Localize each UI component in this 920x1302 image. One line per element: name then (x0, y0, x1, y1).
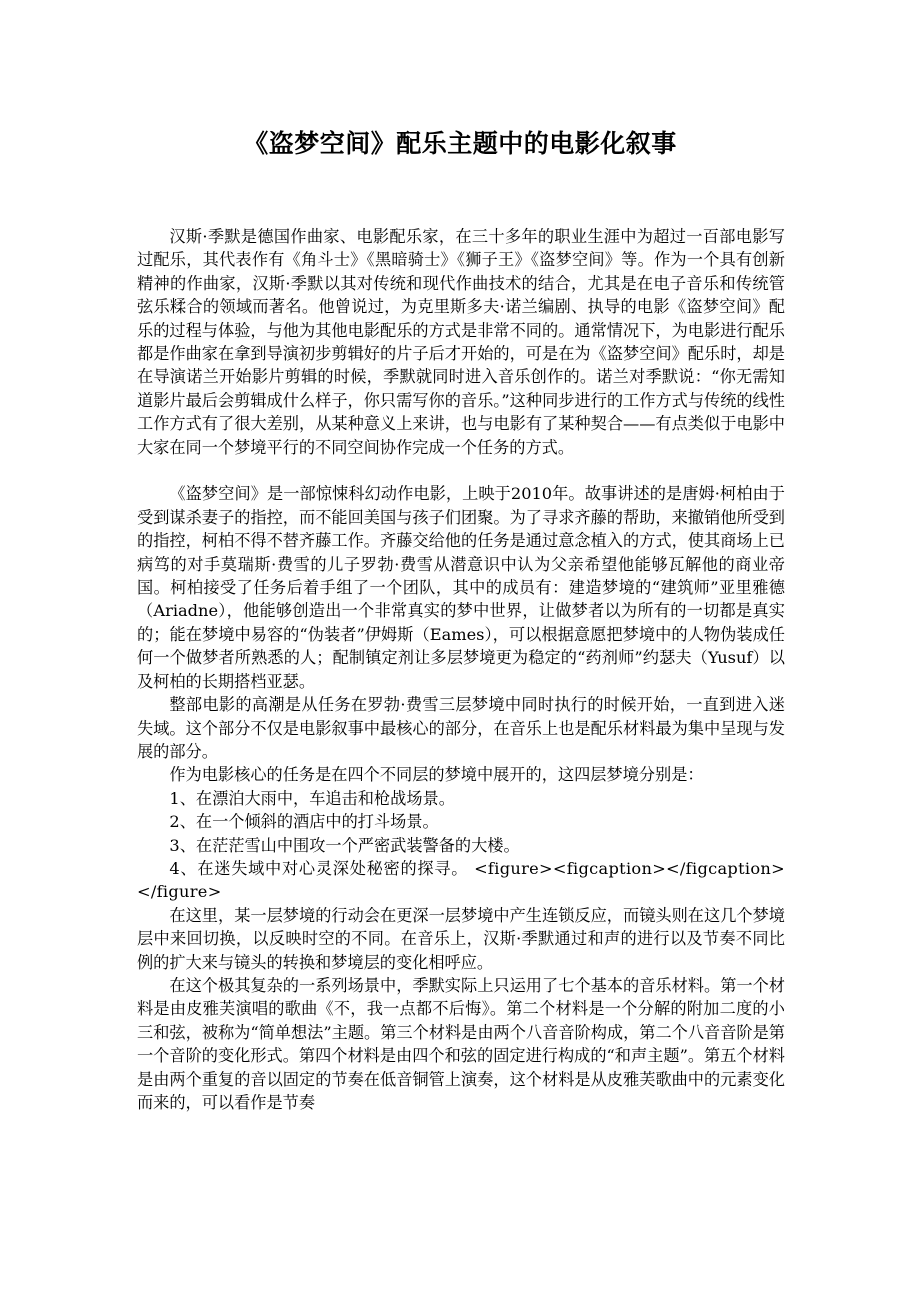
paragraph-plot: 《盗梦空间》是一部惊悚科幻动作电影，上映于2010年。故事讲述的是唐姆·柯柏由于受到谋杀妻子的指控，而不能回美国与孩子们团聚。为了寻求齐藤的帮助，来撤销他所受到的指控，柯柏不得不替齐藤工作。齐藤交给他的任务是通过意念植入的方式，使其商场上已病笃的对手莫瑞斯·费雪的儿子罗勃·费雪从潜意识中认为父亲希望他能够瓦解他的商业帝国。柯柏接受了任务后着手组了一个团队，其中的成员有：建造梦境的“建筑师”亚里雅德（Ariadne），他能够创造出一个非常真实的梦中世界，让做梦者以为所有的一切都是真实的；能在梦境中易容的“伪装者”伊姆斯（Eames），可以根据意愿把梦境中的人物伪装成任何一个做梦者所熟悉的人；配制镇定剂让多层梦境更为稳定的“药剂师”约瑟夫（Yusuf）以及柯柏的长期搭档亚瑟。 (137, 484, 785, 691)
paragraph-intro: 汉斯·季默是德国作曲家、电影配乐家，在三十多年的职业生涯中为超过一百部电影写过配乐，其代表作有《角斗士》《黑暗骑士》《狮子王》《盗梦空间》等。作为一个具有创新精神的作曲家，汉斯·季默以其对传统和现代作曲技术的结合，尤其是在电子音乐和传统管弦乐糅合的领域而著名。他曾说过，为克里斯多夫·诺兰编剧、执导的电影《盗梦空间》配乐的过程与体验，与他为其他电影配乐的方式是非常不同的。通常情况下，为电影进行配乐都是作曲家在拿到导演初步剪辑好的片子后才开始的，可是在为《盗梦空间》配乐时，却是在导演诺兰开始影片剪辑的时候，季默就同时进入音乐创作的。诺兰对季默说：“你无需知道影片最后会剪辑成什么样子，你只需写你的音乐。”这种同步进行的工作方式与传统的线性工作方式有了很大差别，从某种意义上来讲，也与电影有了某种契合——有点类似于电影中大家在同一个梦境平行的不同空间协作完成一个任务的方式。 (137, 227, 785, 457)
paragraph-cross-cutting: 在这里，某一层梦境的行动会在更深一层梦境中产生连锁反应，而镜头则在这几个梦境层中来回切换，以反映时空的不同。在音乐上，汉斯·季默通过和声的进行以及节奏不同比例的扩大来与镜头的转换和梦境层的变化相呼应。 (137, 905, 785, 972)
list-item-level-2: 2、在一个倾斜的酒店中的打斗场景。 (169, 812, 439, 832)
list-item-level-3: 3、在茫茫雪山中围攻一个严密武装警备的大楼。 (169, 835, 520, 855)
paragraph-climax: 整部电影的高潮是从任务在罗勃·费雪三层梦境中同时执行的时候开始，一直到进入迷失域。这个部分不仅是电影叙事中最核心的部分，在音乐上也是配乐材料最为集中呈现与发展的部分。 (137, 695, 785, 761)
document-title: 《盗梦空间》配乐主题中的电影化叙事 (243, 129, 677, 158)
paragraph-musical-materials: 在这个极其复杂的一系列场景中，季默实际上只运用了七个基本的音乐材料。第一个材料是由皮雅芙演唱的歌曲《不，我一点都不后悔》。第二个材料是一个分解的附加二度的小三和弦，被称为“简单想法”主题。第三个材料是由两个八音音阶构成，第二个八音音阶是第一个音阶的变化形式。第四个材料是由四个和弦的固定进行构成的“和声主题”。第五个材料是由两个重复的音以固定的节奏在低音铜管上演奏，这个材料是从皮雅芙歌曲中的元素变化而来的，可以看作是节奏 (137, 975, 785, 1113)
paragraph-dream-levels-intro: 作为电影核心的任务是在四个不同层的梦境中展开的，这四层梦境分别是： (169, 765, 704, 785)
list-item-level-1: 1、在漂泊大雨中，车追击和枪战场景。 (169, 788, 455, 808)
list-item-level-4: 4、在迷失域中对心灵深处秘密的探寻。 <figure><figcaption></figcaption> </figure> (137, 858, 785, 902)
paragraph-gap (137, 459, 785, 482)
document-body (137, 225, 785, 1114)
